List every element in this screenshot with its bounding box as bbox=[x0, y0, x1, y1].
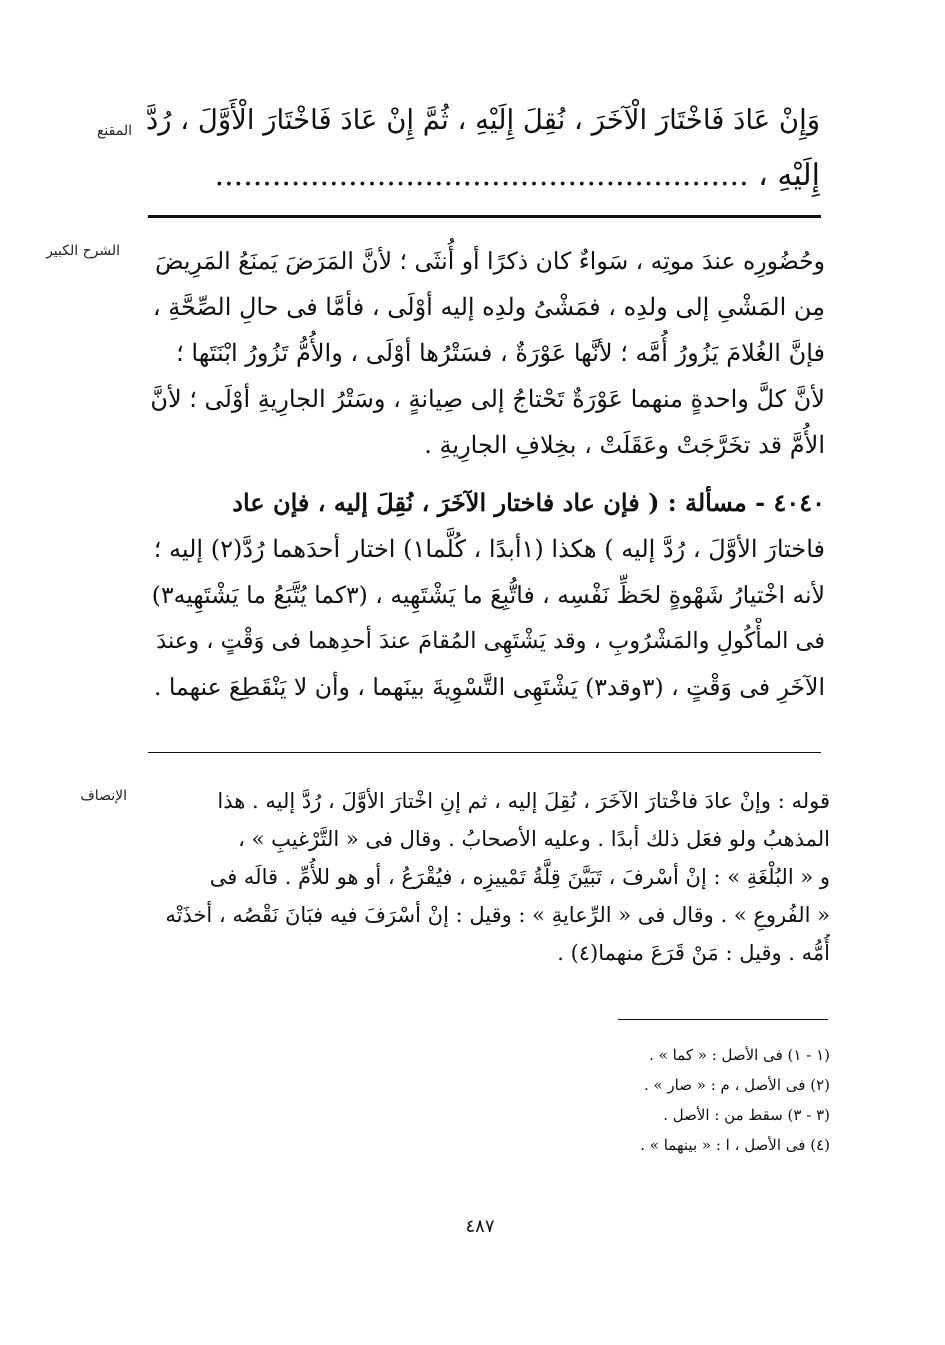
sharh-line: لأنه اخْتيارُ شَهْوةٍ لحَظِّ نَفْسِه ، فاتُّبِعَ ما يَشْتَهِيه ، (٣كما يُتَّبَعُ ما يَشْتَهِيه٣) bbox=[151, 581, 825, 609]
sharh-line: فإنَّ الغُلامَ يَزُورُ أُمَّه ؛ لأنَّها عَوْرَةٌ ، فسَتْرُها أوْلَى ، والأُمُّ تَزُورُ ابْنَتَها ؛ bbox=[176, 339, 825, 367]
sharh-text bbox=[145, 238, 825, 710]
muqni-label: المقنع bbox=[96, 123, 132, 139]
insaf-label: الإنصاف bbox=[80, 788, 127, 804]
muqni-divider bbox=[148, 215, 821, 218]
footnotes bbox=[420, 1040, 830, 1160]
sharh-line: لأنَّ كلَّ واحدةٍ منهما عَوْرَةٌ تَحْتاجُ إلى صِيانةٍ ، وسَتْرُ الجارِيةِ أوْلَى ؛ لأنَّ bbox=[150, 385, 825, 413]
sharh-line: وحُضُورِه عندَ موتِه ، سَواءٌ كان ذكرًا أو أُنثَى ؛ لأنَّ المَرَضَ يَمنَعُ المَرِيضَ bbox=[155, 247, 825, 275]
insaf-line: و « البُلْغَةِ » : إنْ أسْرفَ ، تَبَيَّنَ قِلَّةُ تَمْييزِه ، فيُقْرَعُ ، أو هو للأُمِّ . قالَه فى bbox=[209, 865, 830, 889]
footnote-divider bbox=[618, 1019, 828, 1020]
sharh-issue-heading: ٤٠٤٠ - مسألة : ( فإن عاد فاختار الآخَرَ ، نُقِلَ إليه ، فإن عاد bbox=[232, 488, 825, 517]
sharh-line: الآخَرِ فى وَقْتٍ ، (٣وقد٣) يَشْتَهِى التَّسْوِيةَ بينَهما ، وأن لا يَنْقَطِعَ عنهما . bbox=[153, 673, 825, 701]
footnote: (٢) فى الأصل ، م : « صار » . bbox=[643, 1076, 830, 1094]
sharh-line: مِن المَشْىِ إلى ولدِه ، فمَشْىُ ولدِه إليه أوْلَى ، فأمَّا فى حالِ الصِّحَّةِ ، bbox=[152, 293, 825, 321]
muqni-line: وَإِنْ عَادَ فَاخْتَارَ الْآخَرَ ، نُقِلَ إِلَيْهِ ، ثُمَّ إِنْ عَادَ فَاخْتَارَ الْأَوَّلَ ، رُدَّ bbox=[145, 104, 820, 136]
sharh-label: الشرح الكبير bbox=[46, 243, 120, 259]
sharh-divider bbox=[148, 752, 821, 753]
muqni-line: إِلَيْهِ ، ........................................................ bbox=[214, 158, 820, 193]
sharh-line: فاختارَ الأوَّلَ ، رُدَّ إليه ) هكذا (١أبدًا ، كُلَّما١) اختار أحدَهما رُدَّ(٢) إليه ؛ bbox=[153, 535, 825, 563]
footnote: (٤) فى الأصل ، ا : « بينهما » . bbox=[640, 1136, 830, 1154]
insaf-line: قوله : وإنْ عادَ فاخْتارَ الآخَرَ ، نُقِلَ إليه ، ثم إنِ اخْتارَ الأوَّلَ ، رُدَّ إليه . هذا bbox=[217, 789, 830, 813]
muqni-text bbox=[140, 92, 820, 204]
insaf-line: أُمُّه . وقيل : مَنْ قَرَعَ منهما(٤) . bbox=[557, 941, 830, 965]
page-number: ٤٨٧ bbox=[465, 1216, 495, 1237]
insaf-line: المذهبُ ولو فعَل ذلك أبدًا . وعليه الأصحابُ . وقال فى « التَّرْغيبِ » ، bbox=[238, 827, 830, 851]
insaf-line: « الفُروعِ » . وقال فى « الرِّعايةِ » : وقيل : إنْ أسْرَفَ فيه فبَانَ نَقْصُه ، أخذَتْه bbox=[165, 903, 830, 927]
sharh-line: فى المأْكُولِ والمَشْرُوبِ ، وقد يَشْتَهِى المُقامَ عندَ أحدِهما فى وَقْتٍ ، وعندَ bbox=[156, 628, 825, 654]
sharh-line: الأُمَّ قد تخَرَّجَتْ وعَقَلَتْ ، بخِلافِ الجارِيةِ . bbox=[424, 431, 825, 459]
footnote: (١ - ١) فى الأصل : « كما » . bbox=[649, 1046, 830, 1064]
footnote: (٣ - ٣) سقط من : الأصل . bbox=[663, 1106, 830, 1124]
insaf-text bbox=[140, 782, 830, 972]
